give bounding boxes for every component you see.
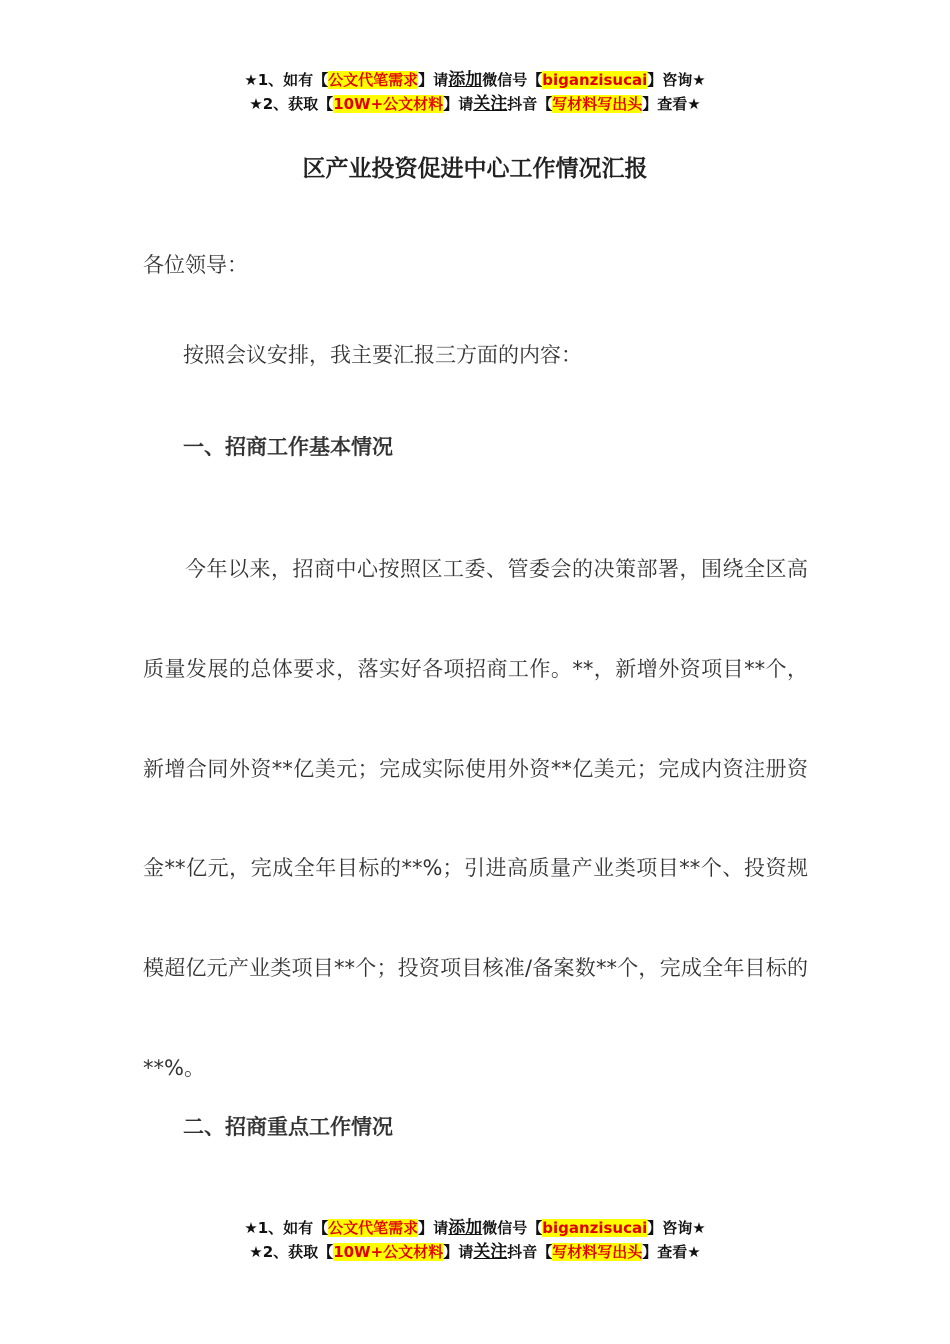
- promo-text: 】请: [443, 1243, 474, 1261]
- promo-text: 】咨询★: [647, 71, 706, 89]
- promo-text: ★1、如有【: [244, 71, 329, 89]
- section-heading-2: 二、招商重点工作情况: [183, 1115, 393, 1139]
- promo-line-1: [0, 68, 950, 92]
- promo-text: 】请: [418, 1219, 449, 1237]
- promo-highlight: 10W+公文材料: [333, 95, 444, 113]
- promo-emphasis: 关注: [473, 94, 508, 114]
- promo-line-2: [0, 92, 950, 116]
- promo-line-1: [0, 1216, 950, 1240]
- promo-emphasis: 关注: [473, 1242, 508, 1262]
- promo-text: 】请: [418, 71, 449, 89]
- promo-text: 抖音【: [507, 95, 553, 113]
- document-title: 区产业投资促进中心工作情况汇报: [302, 156, 648, 182]
- section-heading-1: 一、招商工作基本情况: [183, 435, 393, 459]
- promo-line-2: [0, 1240, 950, 1264]
- promo-text: 】查看★: [642, 95, 701, 113]
- salutation: 各位领导：: [143, 253, 248, 277]
- promo-text: 】咨询★: [647, 1219, 706, 1237]
- promo-highlight: biganzisucai: [542, 1219, 648, 1237]
- promo-text: 】查看★: [642, 1243, 701, 1261]
- header-promo-banner: [0, 68, 950, 116]
- promo-text: 微信号【: [482, 71, 543, 89]
- promo-emphasis: 添加: [448, 70, 483, 90]
- promo-text: ★1、如有【: [244, 1219, 329, 1237]
- promo-highlight: 10W+公文材料: [333, 1243, 444, 1261]
- promo-highlight: biganzisucai: [542, 71, 648, 89]
- intro-paragraph: 按照会议安排，我主要汇报三方面的内容：: [183, 343, 582, 367]
- promo-emphasis: 添加: [448, 1218, 483, 1238]
- promo-text: ★2、获取【: [249, 95, 334, 113]
- promo-text: ★2、获取【: [249, 1243, 334, 1261]
- promo-text: 抖音【: [507, 1243, 553, 1261]
- promo-highlight: 公文代笔需求: [328, 1219, 419, 1237]
- footer-promo-banner: [0, 1216, 950, 1264]
- promo-highlight: 公文代笔需求: [328, 71, 419, 89]
- promo-highlight: 写材料写出头: [552, 1243, 643, 1261]
- promo-highlight: 写材料写出头: [552, 95, 643, 113]
- body-paragraph-1: 今年以来，招商中心按照区工委、管委会的决策部署，围绕全区高质量发展的总体要求，落实好各项招商工作。**，新增外资项目**个，新增合同外资**亿美元；完成实际使用外资**亿美元；完成内资注册资金**亿元，完成全年目标的**%；引进高质量产业类项目**个、投资规模超亿元产业类项目**个；投资项目核准/备案数**个，完成全年目标的**%。: [143, 557, 808, 1080]
- promo-text: 】请: [443, 95, 474, 113]
- promo-text: 微信号【: [482, 1219, 543, 1237]
